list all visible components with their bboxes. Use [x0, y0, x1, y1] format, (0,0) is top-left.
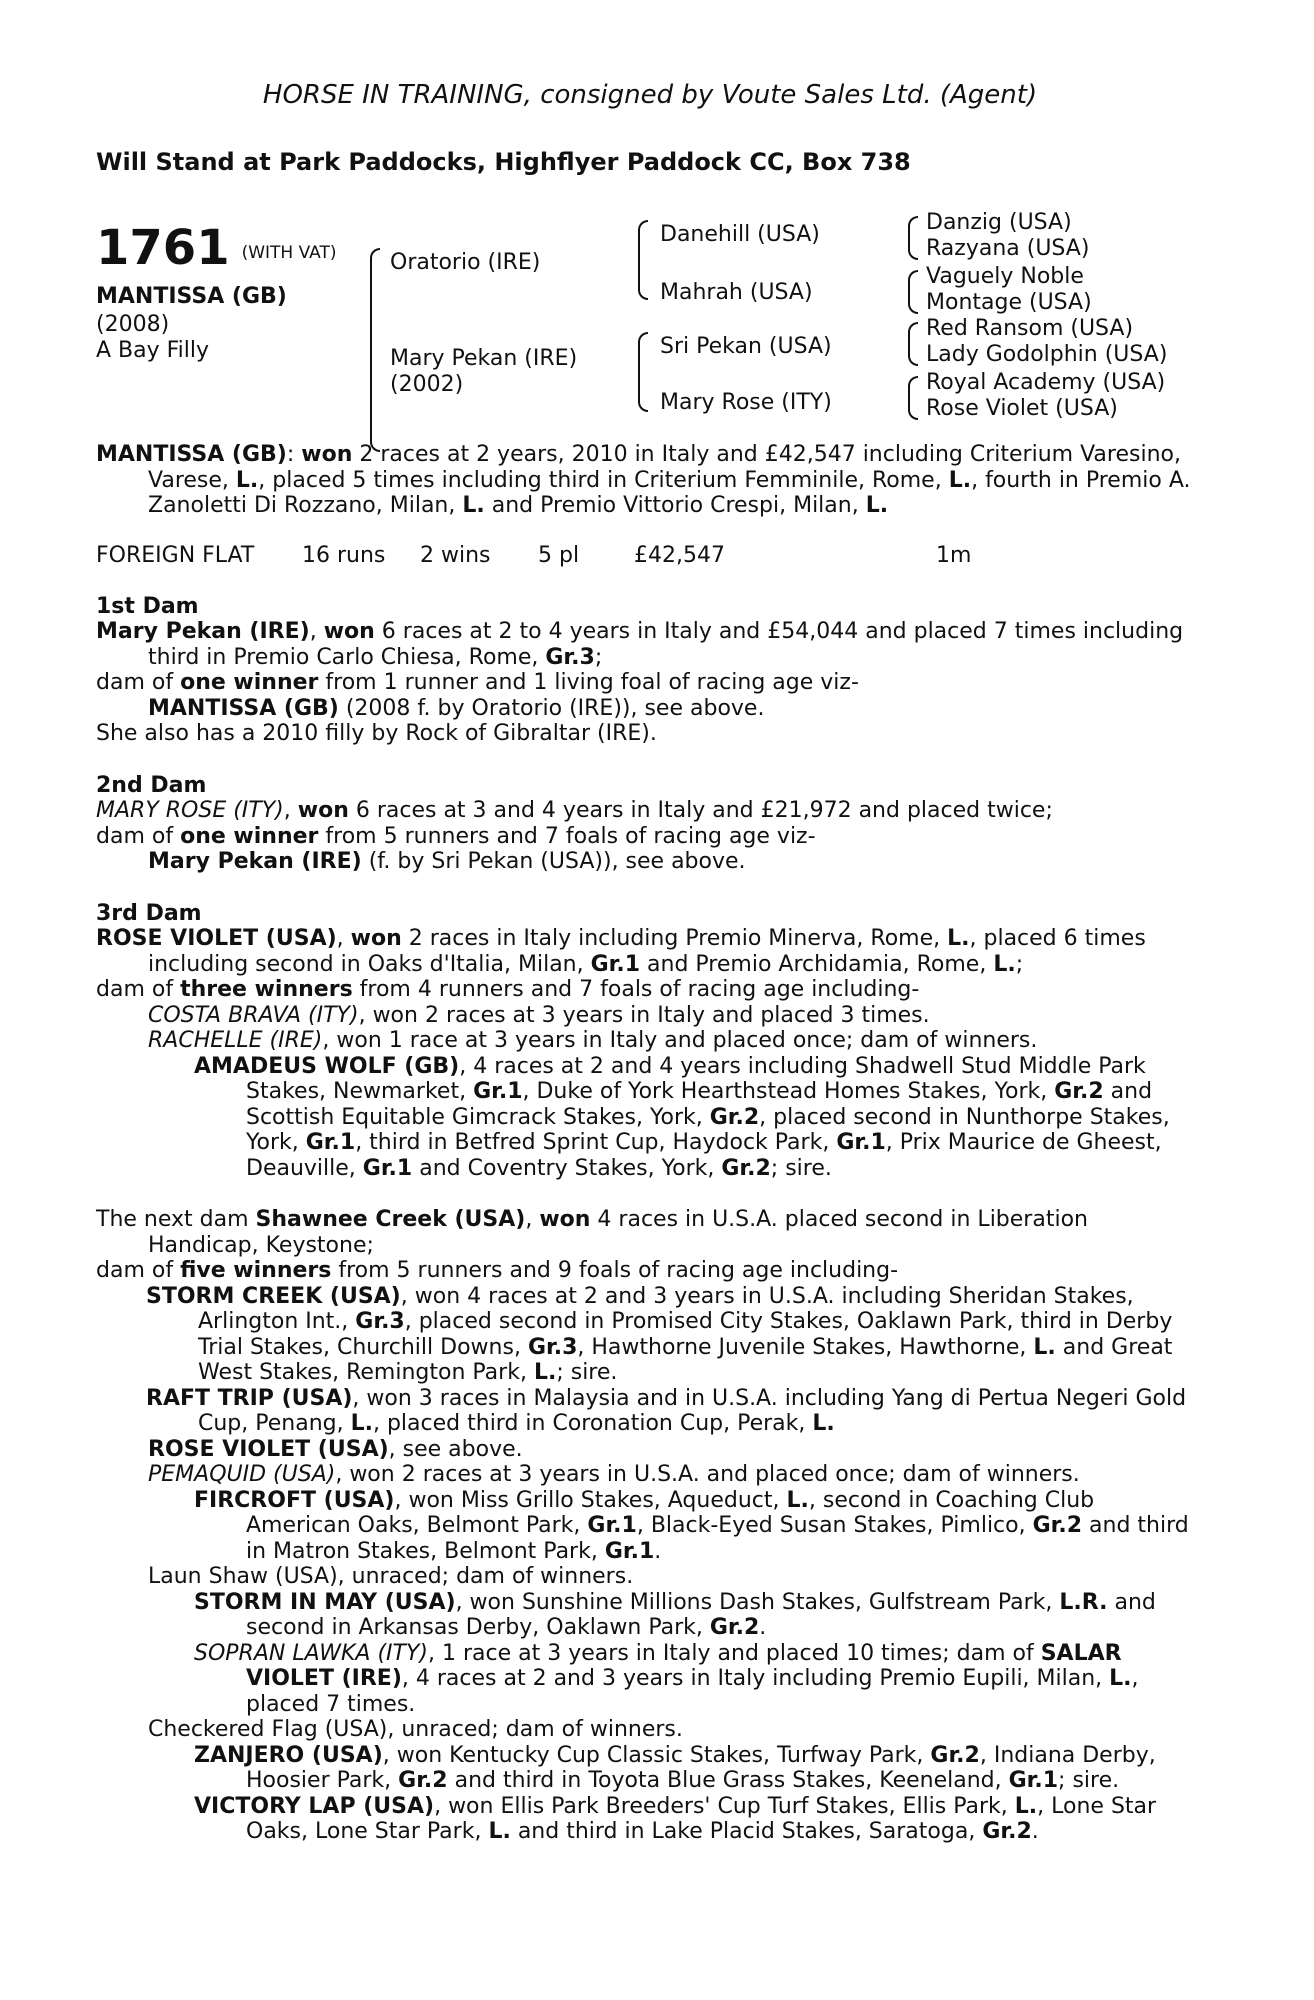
ped-ds: Sri Pekan (USA)	[660, 334, 832, 359]
second-dam-title: 2nd Dam	[96, 772, 207, 798]
record-runs: 16 runs	[302, 542, 386, 568]
ped-dam: Mary Pekan (IRE)	[390, 346, 578, 371]
record-label: FOREIGN FLAT	[96, 542, 255, 568]
brace-g4	[908, 376, 918, 420]
ped-sss: Danzig (USA)	[926, 210, 1072, 235]
pedigree-table	[96, 208, 1204, 438]
brace-sire-dam	[370, 248, 380, 452]
record-placed: 5 pl	[538, 542, 580, 568]
first-dam-title: 1st Dam	[96, 593, 199, 619]
page-header: HORSE IN TRAINING, consigned by Voute Sales Ltd. (Agent)	[262, 80, 1038, 110]
first-dam-section: 1st Dam Mary Pekan (IRE), won 6 races at 2 to 4 years in Italy and £54,044 and placed 7 times including third in Premio Carlo Chiesa, Rome, Gr.3; dam of one winner from 1 runner and 1 living foal of racing age viz- MANTISSA (GB) (2008 f. by Oratorio (IRE)), see above. She also has a 2010 filly by Rock of Gibraltar (IRE).	[96, 594, 1204, 747]
vat-note: (WITH VAT)	[241, 243, 337, 263]
brace-g3	[908, 322, 918, 366]
third-dam-section: 3rd Dam ROSE VIOLET (USA), won 2 races in Italy including Premio Minerva, Rome, L., placed 6 times including second in Oaks d'Italia, Milan, Gr.1 and Premio Archidamia, Rome, L.; dam of three winners from 4 runners and 7 foals of racing age including- COSTA BRAVA (ITY), won 2 races at 3 years in Italy and placed 3 times. RACHELLE (IRE), won 1 race at 3 years in Italy and placed once; dam of winners. AMADEUS WOLF (GB), 4 races at 2 and 4 years including Shadwell Stud Middle Park Stakes, Newmarket, Gr.1, Duke of York Hearthstead Homes Stakes, York, Gr.2 and Scottish Equitable Gimcrack Stakes, York, Gr.2, placed second in Nunthorpe Stakes, York, Gr.1, third in Betfred Sprint Cup, Haydock Park, Gr.1, Prix Maurice de Gheest, Deauville, Gr.1 and Coventry Stakes, York, Gr.2; sire.	[96, 901, 1204, 1182]
ped-ss: Danehill (USA)	[660, 222, 820, 247]
brace-dam-parents	[638, 332, 648, 412]
record-wins: 2 wins	[420, 542, 491, 568]
ped-dss: Red Ransom (USA)	[926, 316, 1134, 341]
ped-sd: Mahrah (USA)	[660, 280, 813, 305]
ped-sdd: Montage (USA)	[926, 290, 1092, 315]
ped-ddd: Rose Violet (USA)	[926, 396, 1118, 421]
brace-g1	[908, 216, 918, 260]
third-dam-title: 3rd Dam	[96, 900, 202, 926]
brace-g2	[908, 270, 918, 314]
horse-name: MANTISSA (GB)	[96, 284, 287, 309]
second-dam-section: 2nd Dam MARY ROSE (ITY), won 6 races at 3 and 4 years in Italy and £21,972 and placed twice; dam of one winner from 5 runners and 7 foals of racing age viz- Mary Pekan (IRE) (f. by Sri Pekan (USA)), see above.	[96, 773, 1204, 875]
ped-dam-year: (2002)	[390, 372, 464, 397]
lot-number: 1761	[96, 220, 230, 276]
race-record	[96, 543, 1204, 568]
ped-sire: Oratorio (IRE)	[390, 250, 541, 275]
ped-ssd: Razyana (USA)	[926, 236, 1090, 261]
stand-location: Will Stand at Park Paddocks, Highflyer Paddock CC, Box 738	[96, 148, 911, 176]
ped-sds: Vaguely Noble	[926, 264, 1084, 289]
brace-sire-parents	[638, 220, 648, 300]
horse-desc: A Bay Filly	[96, 338, 210, 363]
record-prize: £42,547	[634, 542, 725, 568]
horse-year: (2008)	[96, 312, 170, 337]
ped-dsd: Lady Godolphin (USA)	[926, 342, 1168, 367]
record-distance: 1m	[936, 542, 972, 568]
horse-summary: MANTISSA (GB): won 2 races at 2 years, 2010 in Italy and £42,547 including Criterium Varesino, Varese, L., placed 5 times including third in Criterium Femminile, Rome, L., fourth in Premio A. Zanoletti Di Rozzano, Milan, L. and Premio Vittorio Crespi, Milan, L.	[96, 442, 1191, 518]
next-dam-section: The next dam Shawnee Creek (USA), won 4 races in U.S.A. placed second in Liberation Handicap, Keystone; dam of five winners from 5 runners and 9 foals of racing age including- STORM CREEK (USA), won 4 races at 2 and 3 years in U.S.A. including Sheridan Stakes, Arlington Int., Gr.3, placed second in Promised City Stakes, Oaklawn Park, third in Derby Trial Stakes, Churchill Downs, Gr.3, Hawthorne Juvenile Stakes, Hawthorne, L. and Great West Stakes, Remington Park, L.; sire. RAFT TRIP (USA), won 3 races in Malaysia and in U.S.A. including Yang di Pertua Negeri Gold Cup, Penang, L., placed third in Coronation Cup, Perak, L. ROSE VIOLET (USA), see above. PEMAQUID (USA), won 2 races at 3 years in U.S.A. and placed once; dam of winners. FIRCROFT (USA), won Miss Grillo Stakes, Aqueduct, L., second in Coaching Club American Oaks, Belmont Park, Gr.1, Black-Eyed Susan Stakes, Pimlico, Gr.2 and third in Matron Stakes, Belmont Park, Gr.1. Laun Shaw (USA), unraced; dam of winners. STORM IN MAY (USA), won Sunshine Millions Dash Stakes, Gulfstream Park, L.R. and second in Arkansas Derby, Oaklawn Park, Gr.2. SOPRAN LAWKA (ITY), 1 race at 3 years in Italy and placed 10 times; dam of SALAR VIOLET (IRE), 4 races at 2 and 3 years in Italy including Premio Eupili, Milan, L., placed 7 times. Checkered Flag (USA), unraced; dam of winners. ZANJERO (USA), won Kentucky Cup Classic Stakes, Turfway Park, Gr.2, Indiana Derby, Hoosier Park, Gr.2 and third in Toyota Blue Grass Stakes, Keeneland, Gr.1; sire. VICTORY LAP (USA), won Ellis Park Breeders' Cup Turf Stakes, Ellis Park, L., Lone Star Oaks, Lone Star Park, L. and third in Lake Placid Stakes, Saratoga, Gr.2.	[96, 1207, 1189, 1844]
ped-dd: Mary Rose (ITY)	[660, 390, 832, 415]
lot-line	[96, 220, 337, 276]
ped-dds: Royal Academy (USA)	[926, 370, 1166, 395]
catalogue-page	[96, 80, 1204, 1845]
